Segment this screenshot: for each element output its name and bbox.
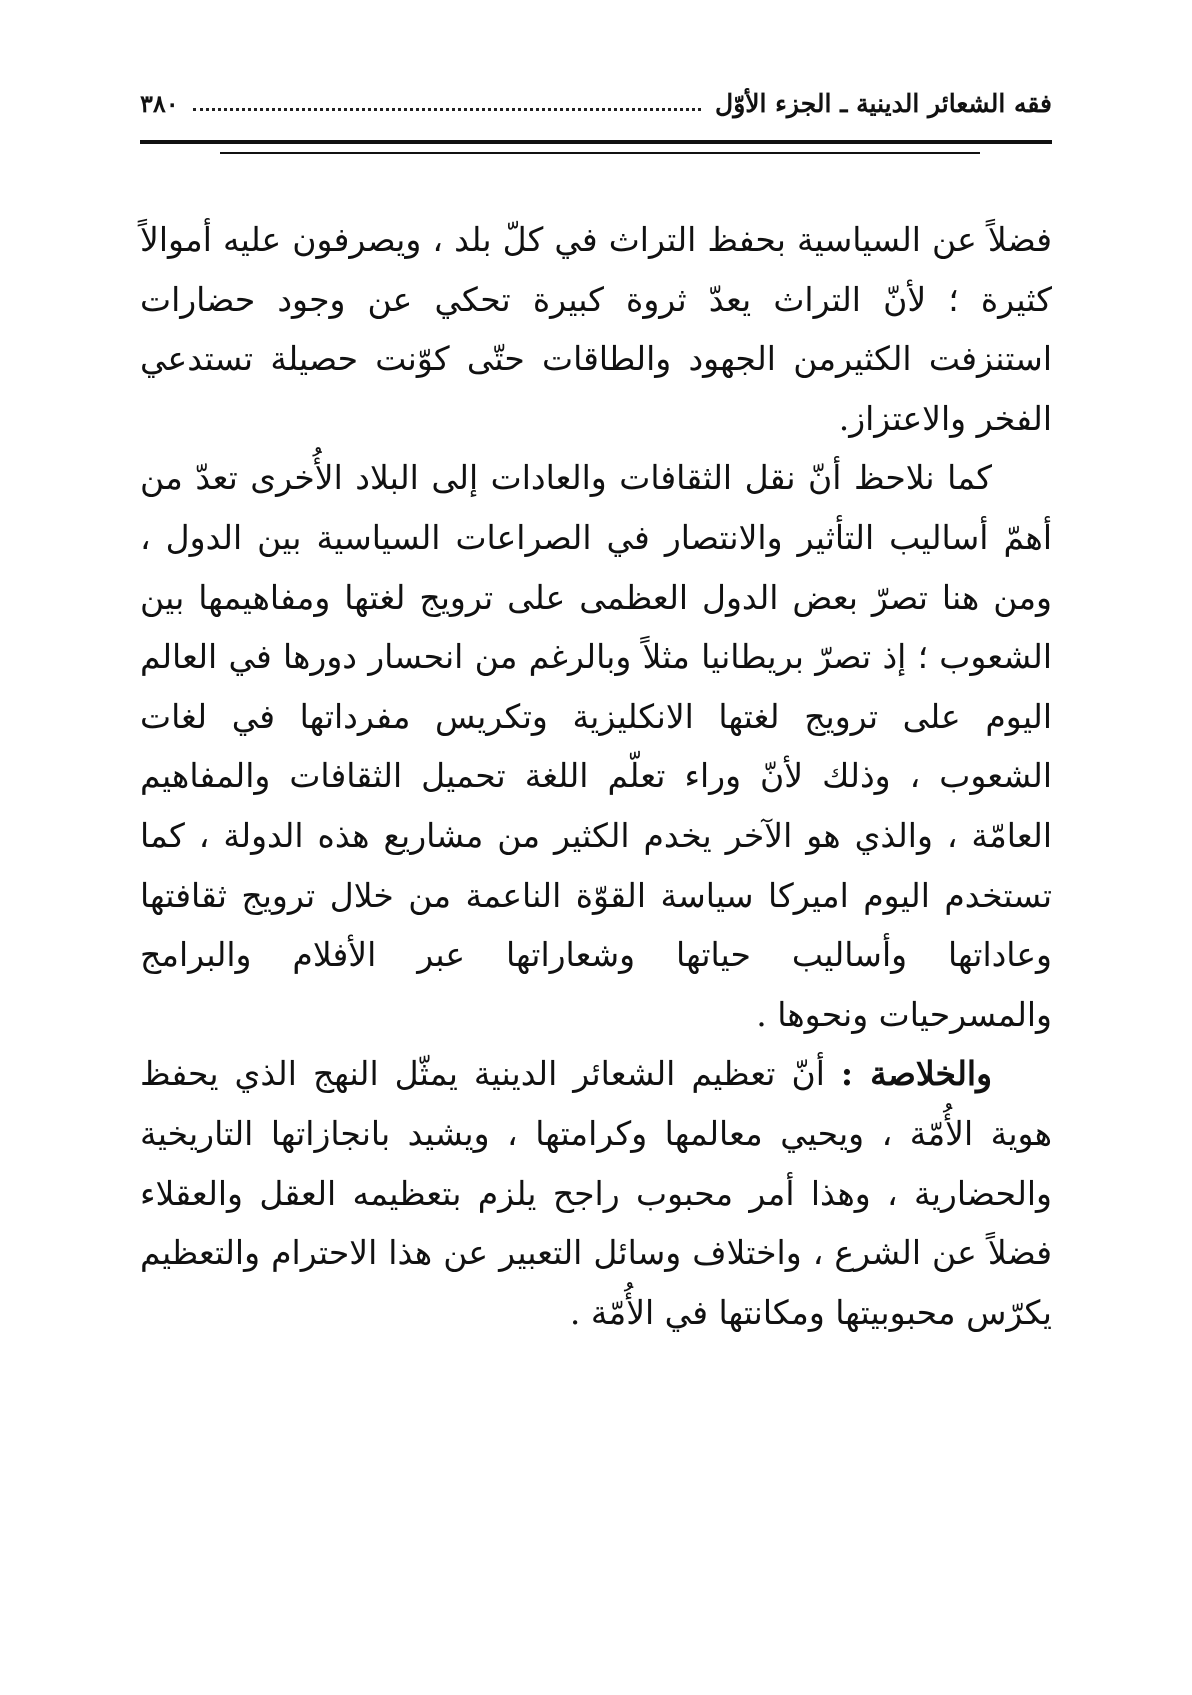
paragraph-1-text: فضلاً عن السياسية بحفظ التراث في كلّ بلد ، ويصرفون عليه أموالاً كثيرة ؛ لأنّ التراث يعدّ ثروة كبيرة تحكي عن وجود حضارات استنزفت الكثيرمن الجهود والطاقات حتّى كوّنت حصيلة تستدعي الفخر والاعتزاز. [140,220,1052,438]
running-header [140,78,1052,128]
body-text [140,210,1052,1342]
header-title: فقه الشعائر الدينية ـ الجزء الأوّل [715,88,1052,118]
paragraph-1 [140,210,1052,448]
header-rule-thin [220,152,980,154]
header-dot-leader [193,108,701,111]
paragraph-3-text: أنّ تعظيم الشعائر الدينية يمثّل النهج الذي يحفظ هوية الأُمّة ، ويحيي معالمها وكرامتها ، ويشيد بانجازاتها التاريخية والحضارية ، وهذا أمر محبوب راجح يلزم بتعظيمه العقل والعقلاء فضلاً عن الشرع ، واختلاف وسائل التعبير عن هذا الاحترام والتعظيم يكرّس محبوبيتها ومكانتها في الأُمّة . [140,1054,1052,1332]
paragraph-2-text: كما نلاحظ أنّ نقل الثقافات والعادات إلى البلاد الأُخرى تعدّ من أهمّ أساليب التأثير والانتصار في الصراعات السياسية بين الدول ، ومن هنا تصرّ بعض الدول العظمى على ترويج لغتها ومفاهيمها بين الشعوب ؛ إذ تصرّ بريطانيا مثلاً وبالرغم من انحسار دورها في العالم اليوم على ترويج لغتها الانكليزية وتكريس مفرداتها في لغات الشعوب ، وذلك لأنّ وراء تعلّم اللغة تحميل الثقافات والمفاهيم العامّة ، والذي هو الآخر يخدم الكثير من مشاريع هذه الدولة ، كما تستخدم اليوم اميركا سياسة القوّة الناعمة من خلال ترويج ثقافتها وعاداتها وأساليب حياتها وشعاراتها عبر الأفلام والبرامج والمسرحيات ونحوها . [140,458,1052,1034]
paragraph-3-label: والخلاصة : [840,1054,992,1094]
paragraph-2 [140,448,1052,1044]
page-number: ٣٨٠ [140,88,179,118]
header-rule-thick [140,140,1052,144]
paragraph-3 [140,1044,1052,1342]
